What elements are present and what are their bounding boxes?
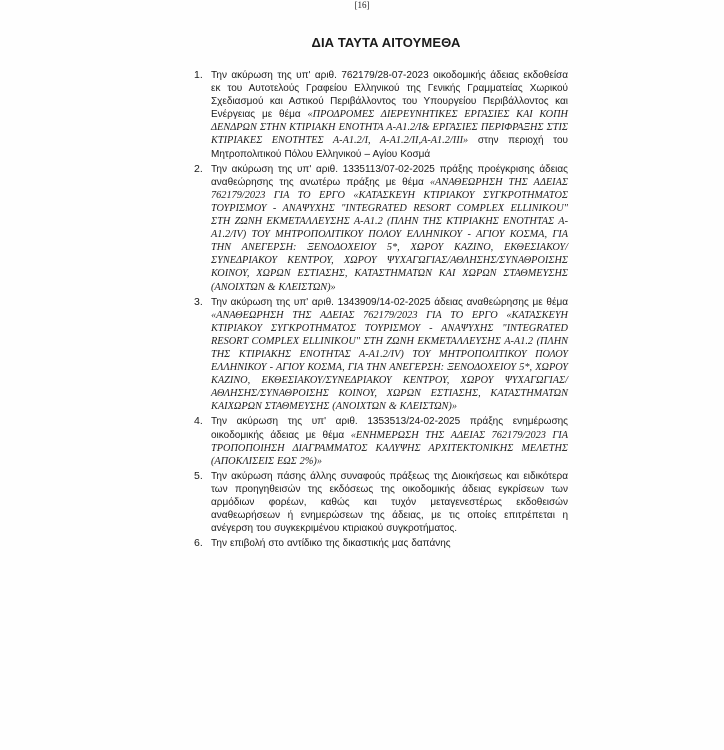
list-item-number: 2. xyxy=(194,162,203,175)
list-item-text-plain: Την ακύρωση της υπ' αριθ. 1335113/07-02-2025 πράξης προέγκρισης άδειας αναθεώρησης της ανωτέρω πράξης με θέμα xyxy=(211,163,568,188)
list-item-text xyxy=(211,296,568,414)
section-heading: ΔΙΑ ΤΑΥΤΑ ΑΙΤΟΥΜΕΘΑ xyxy=(311,35,461,50)
list-item-text-plain: Την ακύρωση της υπ' αριθ. 1353513/24-02-2025 πράξης ενημέρωσης οικοδομικής άδειας με θέμα xyxy=(211,416,568,441)
list-item-text-plain: Την ακύρωση της υπ' αριθ. 1343909/14-02-2025 άδειας αναθεώρησης με θέμα xyxy=(211,296,568,308)
page-number: [16] xyxy=(354,0,370,10)
list-item-text-italic: «ΑΝΑΘΕΩΡΗΣΗ ΤΗΣ ΑΔΕΙΑΣ 762179/2023 ΓΙΑ ΤΟ ΕΡΓΟ «ΚΑΤΑΣΚΕΥΗ ΚΤΙΡΙΑΚΟΥ ΣΥΓΚΡΟΤΗΜΑΤΟΣ ΤΟΥΡΙΣΜΟΥ - ΑΝΑΨΥΧΗΣ "INTEGRATED RESORT COMPLEX ELLINIKOU" ΣΤΗ ΖΩΝΗ ΕΚΜΕΤΑΛΛΕΥΣΗΣ Α-Α1.2 (ΠΛΗΝ ΤΗΣ ΚΤΙΡΙΑΚΗΣ ΕΝΟΤΗΤΑΣ Α-Α1.2/IV) ΤΟΥ ΜΗΤΡΟΠΟΛΙΤΙΚΟΥ ΠΟΛΟΥ ΕΛΛΗΝΙΚΟΥ - ΑΓΙΟΥ ΚΟΣΜΑ, ΓΙΑ ΤΗΝ ΑΝΕΓΕΡΣΗ: ΞΕΝΟΔΟΧΕΙΟΥ 5*, ΧΩΡΟΥ ΚΑΖΙΝΟ, ΕΚΘΕΣΙΑΚΟΥ/ΣΥΝΕΔΡΙΑΚΟΥ ΚΕΝΤΡΟΥ, ΧΩΡΟΥ ΨΥΧΑΓΩΓΙΑΣ/ΑΘΛΗΣΗΣ/ΣΥΝΑΘΡΟΙΣΗΣ ΚΟΙΝΟΥ, ΧΩΡΩΝ ΕΣΤΙΑΣΗΣ, ΚΑΤΑΣΤΗΜΑΤΩΝ ΚΑΙΧΩΡΩΝ ΣΤΑΘΜΕΥΣΗΣ (ΑΝΟΙΧΤΩΝ & ΚΛΕΙΣΤΩΝ)» xyxy=(211,309,568,413)
list-item-text xyxy=(211,415,568,467)
list-item-1 xyxy=(194,69,568,161)
list-item-number: 6. xyxy=(194,537,203,550)
list-item-3 xyxy=(194,296,568,414)
list-item-text xyxy=(211,69,568,161)
list-item-text-plain: Την ακύρωση της υπ' αριθ. 762179/28-07-2023 οικοδομικής άδειας εκδοθείσα εκ του Αυτοτελούς Γραφείου Ελληνικού της Γενικής Γραμματείας Χωρικού Σχεδιασμού και Αστικού Περιβάλλοντος του Υπουργείου Περιβάλλοντος και Ενέργειας με θέμα xyxy=(211,70,568,121)
list-item-text-plain: Την ακύρωση πάσης άλλης συναφούς πράξεως της Διοικήσεως και ειδικότερα των προηγηθεισών της εκδόσεως της οικοδομικής άδειας εγκρίσεων των αρμόδιων φορέων, καθώς και τυχόν μεταγενεστέρως εκδοθεισών αναθεωρήσεων ή ενημερώσεων της άδειας, με τις οποίες επιτρέπεται η ανέγερση του συγκεκριμένου κτιριακού συγκροτήματος. xyxy=(211,470,568,535)
list-item-text-italic: «ΕΝΗΜΕΡΩΣΗ ΤΗΣ ΑΔΕΙΑΣ 762179/2023 ΓΙΑ ΤΡΟΠΟΠΟΙΗΣΗ ΔΙΑΓΡΑΜΜΑΤΟΣ ΚΑΛΥΨΗΣ ΑΡΧΙΤΕΚΤΟΝΙΚΗΣ ΜΕΛΕΤΗΣ (ΑΠΟΚΛΙΣΕΙΣ ΕΩΣ 2%)» xyxy=(211,429,568,467)
list-item-4 xyxy=(194,415,568,467)
list-item-text xyxy=(211,163,568,294)
list-item-number: 5. xyxy=(194,469,203,482)
list-item-text xyxy=(211,470,568,535)
list-item-number: 3. xyxy=(194,295,203,308)
list-item-text-after: στην περιοχή του Μητροπολιτικού Πόλου Ελληνικού – Αγίου Κοσμά xyxy=(211,135,568,160)
list-item-number: 1. xyxy=(194,69,203,81)
list-item-2 xyxy=(194,163,568,294)
request-list xyxy=(194,69,568,552)
list-item-text-italic: «ΠΡΟΔΡΟΜΕΣ ΔΙΕΡΕΥΝΗΤΙΚΕΣ ΕΡΓΑΣΙΕΣ ΚΑΙ ΚΟΠΗ ΔΕΝΔΡΩΝ ΣΤΗΝ ΚΤΙΡΙΑΚΗ ΕΝΟΤΗΤΑ Α-Α1.2/Ι& ΕΡΓΑΣΙΕΣ ΠΕΡΙΦΡΑΞΗΣ ΣΤΙΣ ΚΤΙΡΙΑΚΕΣ ΕΝΟΤΗΤΕΣ Α-Α1.2/Ι, Α-Α1.2/ΙΙ,Α-Α1.2/ΙΙΙ» xyxy=(211,109,568,147)
list-item-5 xyxy=(194,470,568,535)
list-item-6 xyxy=(194,537,568,550)
list-item-text xyxy=(211,537,568,550)
list-item-text-plain: Την επιβολή στο αντίδικο της δικαστικής μας δαπάνης xyxy=(211,538,451,550)
list-item-number: 4. xyxy=(194,415,203,428)
list-item-text-italic: «ΑΝΑΘΕΩΡΗΣΗ ΤΗΣ ΑΔΕΙΑΣ 762179/2023 ΓΙΑ ΤΟ ΕΡΓΟ «ΚΑΤΑΣΚΕΥΗ ΚΤΙΡΙΑΚΟΥ ΣΥΓΚΡΟΤΗΜΑΤΟΣ ΤΟΥΡΙΣΜΟΥ - ΑΝΑΨΥΧΗΣ "INTEGRATED RESORT COMPLEX ELLINIKOU" ΣΤΗ ΖΩΝΗ ΕΚΜΕΤΑΛΛΕΥΣΗΣ Α-Α1.2 (ΠΛΗΝ ΤΗΣ ΚΤΙΡΙΑΚΗΣ ΕΝΟΤΗΤΑΣ Α-Α1.2/IV) ΤΟΥ ΜΗΤΡΟΠΟΛΙΤΙΚΟΥ ΠΟΛΟΥ ΕΛΛΗΝΙΚΟΥ - ΑΓΙΟΥ ΚΟΣΜΑ, ΓΙΑ ΤΗΝ ΑΝΕΓΕΡΣΗ: ΞΕΝΟΔΟΧΕΙΟΥ 5*, ΧΩΡΟΥ ΚΑΖΙΝΟ, ΕΚΘΕΣΙΑΚΟΥ/ΣΥΝΕΔΡΙΑΚΟΥ ΚΕΝΤΡΟΥ, ΧΩΡΟΥ ΨΥΧΑΓΩΓΙΑΣ/ΑΘΛΗΣΗΣ/ΣΥΝΑΘΡΟΙΣΗΣ ΚΟΙΝΟΥ, ΧΩΡΩΝ ΕΣΤΙΑΣΗΣ, ΚΑΤΑΣΤΗΜΑΤΩΝ ΚΑΙ ΧΩΡΩΝ ΣΤΑΘΜΕΥΣΗΣ (ΑΝΟΙΧΤΩΝ & ΚΛΕΙΣΤΩΝ)» xyxy=(211,176,568,293)
